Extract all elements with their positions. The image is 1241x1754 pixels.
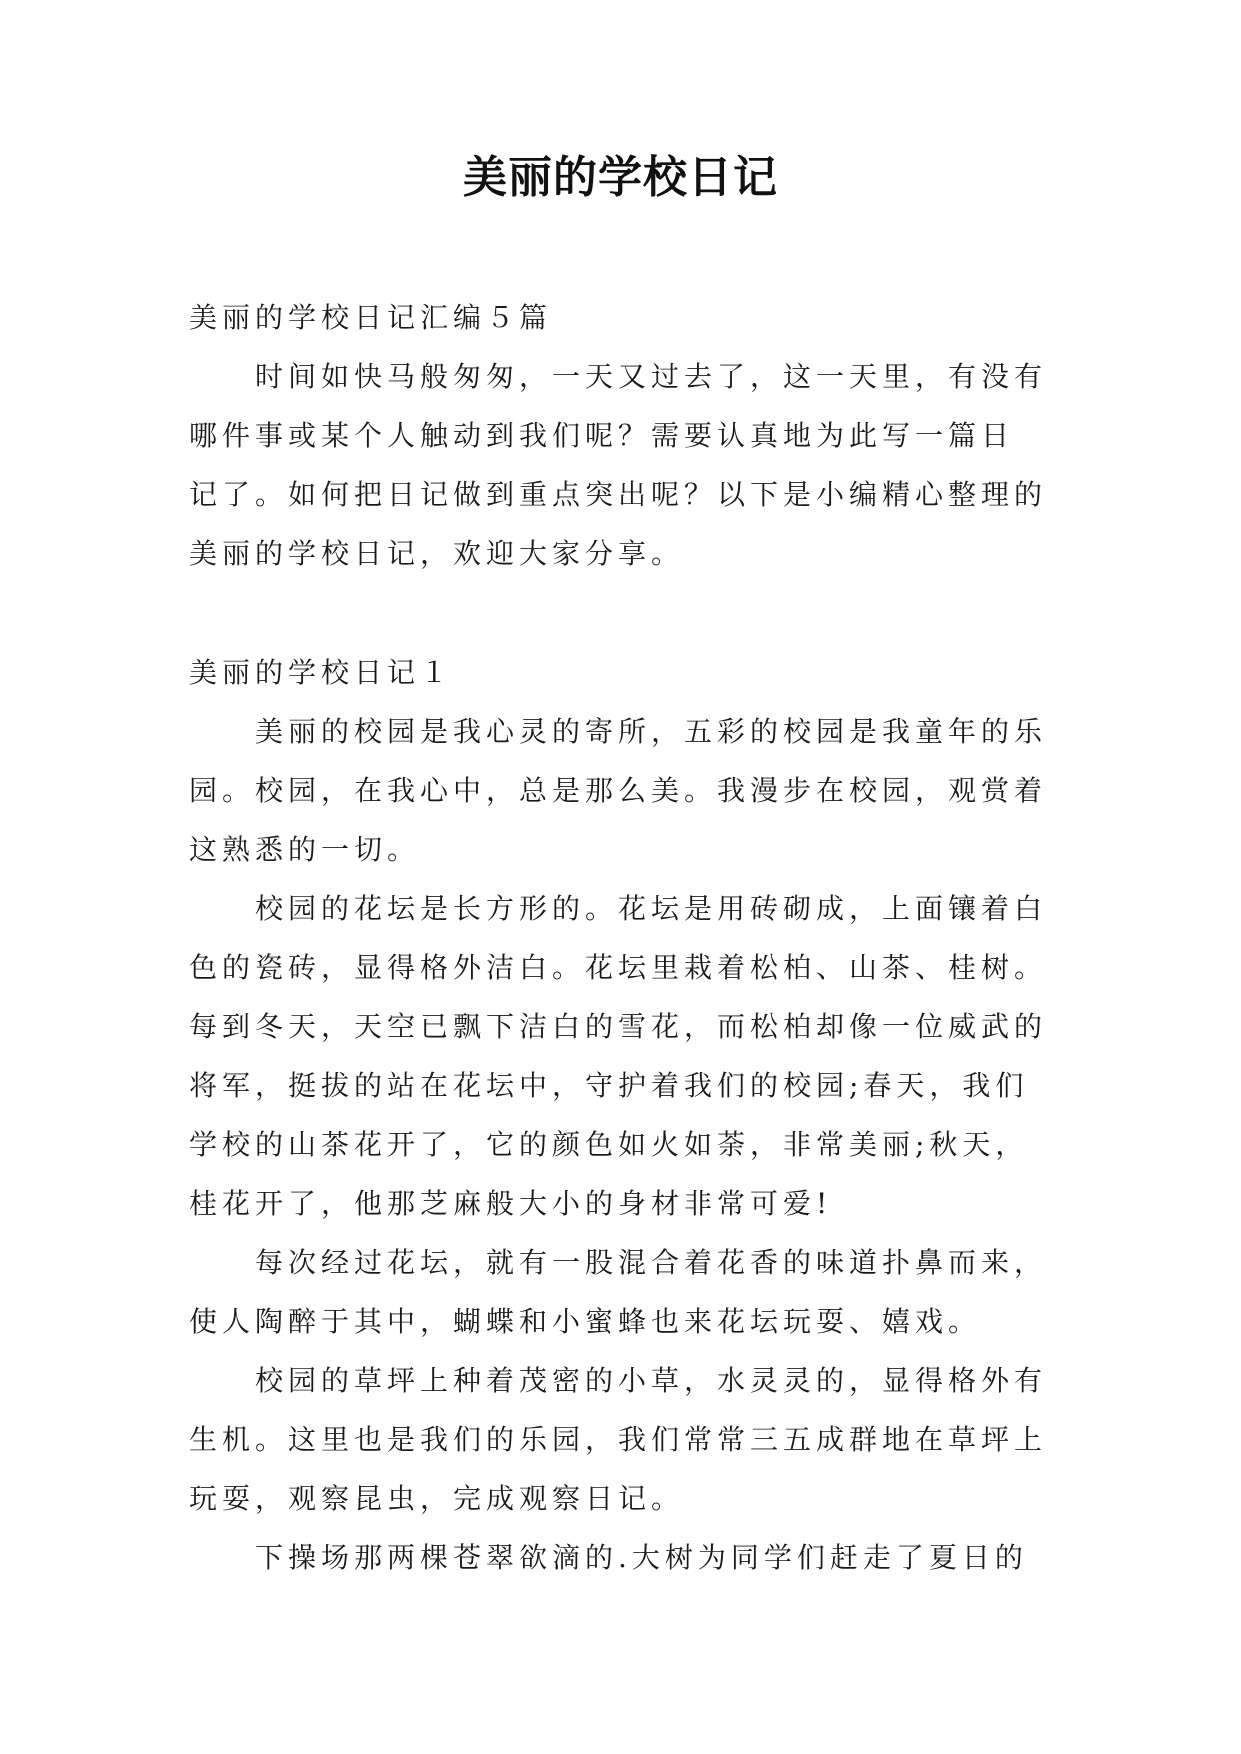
paragraph-line: 生机。这里也是我们的乐园，我们常常三五成群地在草坪上 — [189, 1423, 1048, 1456]
paragraph — [189, 1351, 1069, 1528]
paragraph — [189, 1233, 1069, 1351]
document-title: 美丽的学校日记 — [463, 152, 778, 203]
paragraph-line: 下操场那两棵苍翠欲滴的.大树为同学们赶走了夏日的 — [255, 1541, 1028, 1574]
paragraph-line: 每到冬天，天空已飘下洁白的雪花，而松柏却像一位威武的 — [189, 1010, 1048, 1043]
paragraph-line: 美丽的学校日记，欢迎大家分享。 — [189, 537, 685, 570]
paragraph-line: 哪件事或某个人触动到我们呢？需要认真地为此写一篇日 — [189, 419, 1015, 452]
paragraph-line: 使人陶醉于其中，蝴蝶和小蜜蜂也来花坛玩耍、嬉戏。 — [189, 1305, 982, 1338]
document-body — [189, 288, 1069, 1587]
section-spacer — [189, 583, 1069, 643]
paragraph-line: 学校的山茶花开了，它的颜色如火如荼，非常美丽;秋天， — [189, 1128, 1029, 1161]
paragraph-line: 玩耍，观察昆虫，完成观察日记。 — [189, 1482, 685, 1515]
document-subtitle: 美丽的学校日记汇编５篇 — [189, 301, 553, 334]
paragraph-line: 时间如快马般匆匆，一天又过去了，这一天里，有没有 — [255, 360, 1048, 393]
paragraph-line: 桂花开了，他那芝麻般大小的身材非常可爱! — [189, 1187, 833, 1220]
paragraph-line: 记了。如何把日记做到重点突出呢？以下是小编精心整理的 — [189, 478, 1048, 511]
paragraph-line: 这熟悉的一切。 — [189, 833, 421, 866]
paragraph-line: 美丽的校园是我心灵的寄所，五彩的校园是我童年的乐 — [255, 715, 1048, 748]
paragraph-line: 将军，挺拔的站在花坛中，守护着我们的校园;春天，我们 — [189, 1069, 1029, 1102]
paragraph-line: 园。校园，在我心中，总是那么美。我漫步在校园，观赏着 — [189, 774, 1048, 807]
paragraph-line: 每次经过花坛，就有一股混合着花香的味道扑鼻而来， — [255, 1246, 1048, 1279]
paragraph — [189, 702, 1069, 879]
section-heading: 美丽的学校日记１ — [189, 656, 454, 689]
paragraph-line: 色的瓷砖，显得格外洁白。花坛里栽着松柏、山茶、桂树。 — [189, 951, 1048, 984]
paragraph — [189, 1528, 1069, 1587]
intro-paragraph — [189, 347, 1069, 583]
paragraph — [189, 879, 1069, 1233]
paragraph-line: 校园的草坪上种着茂密的小草，水灵灵的，显得格外有 — [255, 1364, 1048, 1397]
paragraph-line: 校园的花坛是长方形的。花坛是用砖砌成，上面镶着白 — [255, 892, 1048, 925]
